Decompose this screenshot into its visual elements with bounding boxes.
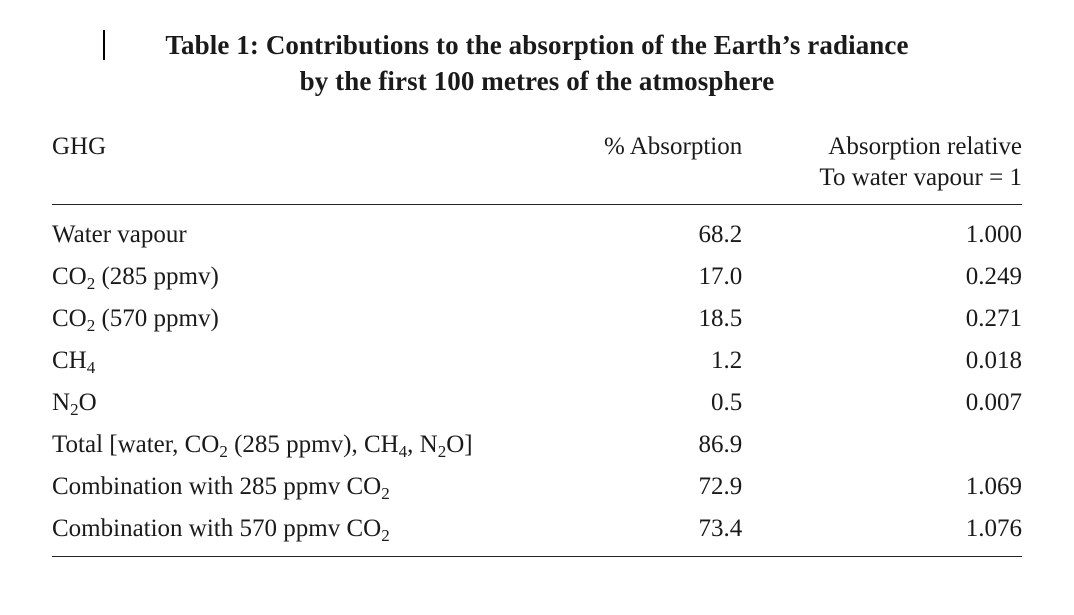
table-header-row <box>52 133 1022 164</box>
ghg-label-suffix: (285 ppmv) <box>95 263 219 291</box>
total-sub-3: 2 <box>437 442 447 461</box>
cell-percent: 0.5 <box>710 389 743 417</box>
cell-relative: 0.018 <box>965 347 1022 375</box>
table-row <box>52 466 1022 508</box>
ghg-label: Combination with 570 ppmv CO <box>52 515 382 543</box>
absorption-table <box>52 133 1022 550</box>
ghg-label: Water vapour <box>52 221 187 249</box>
cell-percent: 68.2 <box>698 221 743 249</box>
cell-ghg <box>52 340 536 382</box>
total-sub-2: 4 <box>398 442 408 461</box>
cell-ghg-total <box>52 424 536 466</box>
table-row <box>52 508 1022 550</box>
table-body <box>52 211 1022 550</box>
cell-relative: 1.076 <box>965 515 1022 543</box>
cell-ghg <box>52 382 536 424</box>
table-caption <box>72 28 1002 99</box>
ghg-label: Combination with 285 ppmv CO <box>52 473 382 501</box>
header-ghg: GHG <box>52 133 107 161</box>
caption-line-2: by the first 100 metres of the atmosphere <box>299 65 775 96</box>
ghg-subscript: 4 <box>86 358 96 377</box>
cell-percent: 73.4 <box>698 515 743 543</box>
table-header-row-2 <box>52 164 1022 200</box>
cell-relative: 1.000 <box>965 221 1022 249</box>
header-percent-absorption: % Absorption <box>604 133 743 161</box>
total-part-2: (285 ppmv), CH <box>227 431 399 459</box>
cell-relative: 1.069 <box>965 473 1022 501</box>
table-head <box>52 133 1022 211</box>
cell-relative: 0.271 <box>965 305 1022 333</box>
cell-ghg <box>52 256 536 298</box>
header-rule <box>52 204 1022 205</box>
ghg-subscript: 2 <box>381 526 390 545</box>
cell-relative: 0.249 <box>965 263 1022 291</box>
table-row <box>52 298 1022 340</box>
ghg-label: N <box>52 389 71 417</box>
header-rule-row <box>52 200 1022 211</box>
cell-percent: 72.9 <box>698 473 743 501</box>
ghg-label-suffix: O <box>78 389 97 417</box>
cell-percent: 18.5 <box>698 305 743 333</box>
header-percent-spacer <box>536 164 768 200</box>
cell-percent: 86.9 <box>698 431 743 459</box>
cell-ghg <box>52 508 536 550</box>
ghg-label: CO <box>52 305 87 333</box>
header-relative-line2: To water vapour = 1 <box>819 164 1022 192</box>
header-ghg-spacer <box>52 164 536 200</box>
caption-line-1: Table 1: Contributions to the absorption of the Earth’s radiance <box>165 30 909 60</box>
cell-relative <box>768 424 1022 466</box>
table-bottom-rule <box>52 556 1022 557</box>
cell-ghg <box>52 211 536 256</box>
table-row <box>52 340 1022 382</box>
total-part-3: , N <box>407 431 438 459</box>
ghg-subscript: 2 <box>381 484 390 503</box>
header-rule-cell <box>52 200 1022 211</box>
header-relative-line1: Absorption relative <box>828 133 1022 161</box>
ghg-subscript: 2 <box>70 400 79 419</box>
text-cursor <box>103 30 105 60</box>
total-part-1: Total [water, CO <box>52 431 220 459</box>
cell-percent: 1.2 <box>710 347 743 375</box>
ghg-label-suffix: (570 ppmv) <box>95 305 219 333</box>
table-row <box>52 256 1022 298</box>
cell-ghg <box>52 466 536 508</box>
cell-relative: 0.007 <box>965 389 1022 417</box>
table-row <box>52 382 1022 424</box>
table-row <box>52 424 1022 466</box>
ghg-label: CH <box>52 347 87 375</box>
ghg-label: CO <box>52 263 87 291</box>
total-part-4: O] <box>446 431 473 459</box>
total-sub-1: 2 <box>219 442 228 461</box>
ghg-subscript: 2 <box>86 274 96 293</box>
table-row <box>52 211 1022 256</box>
cell-ghg <box>52 298 536 340</box>
cell-percent: 17.0 <box>698 263 743 291</box>
ghg-subscript: 2 <box>86 316 96 335</box>
